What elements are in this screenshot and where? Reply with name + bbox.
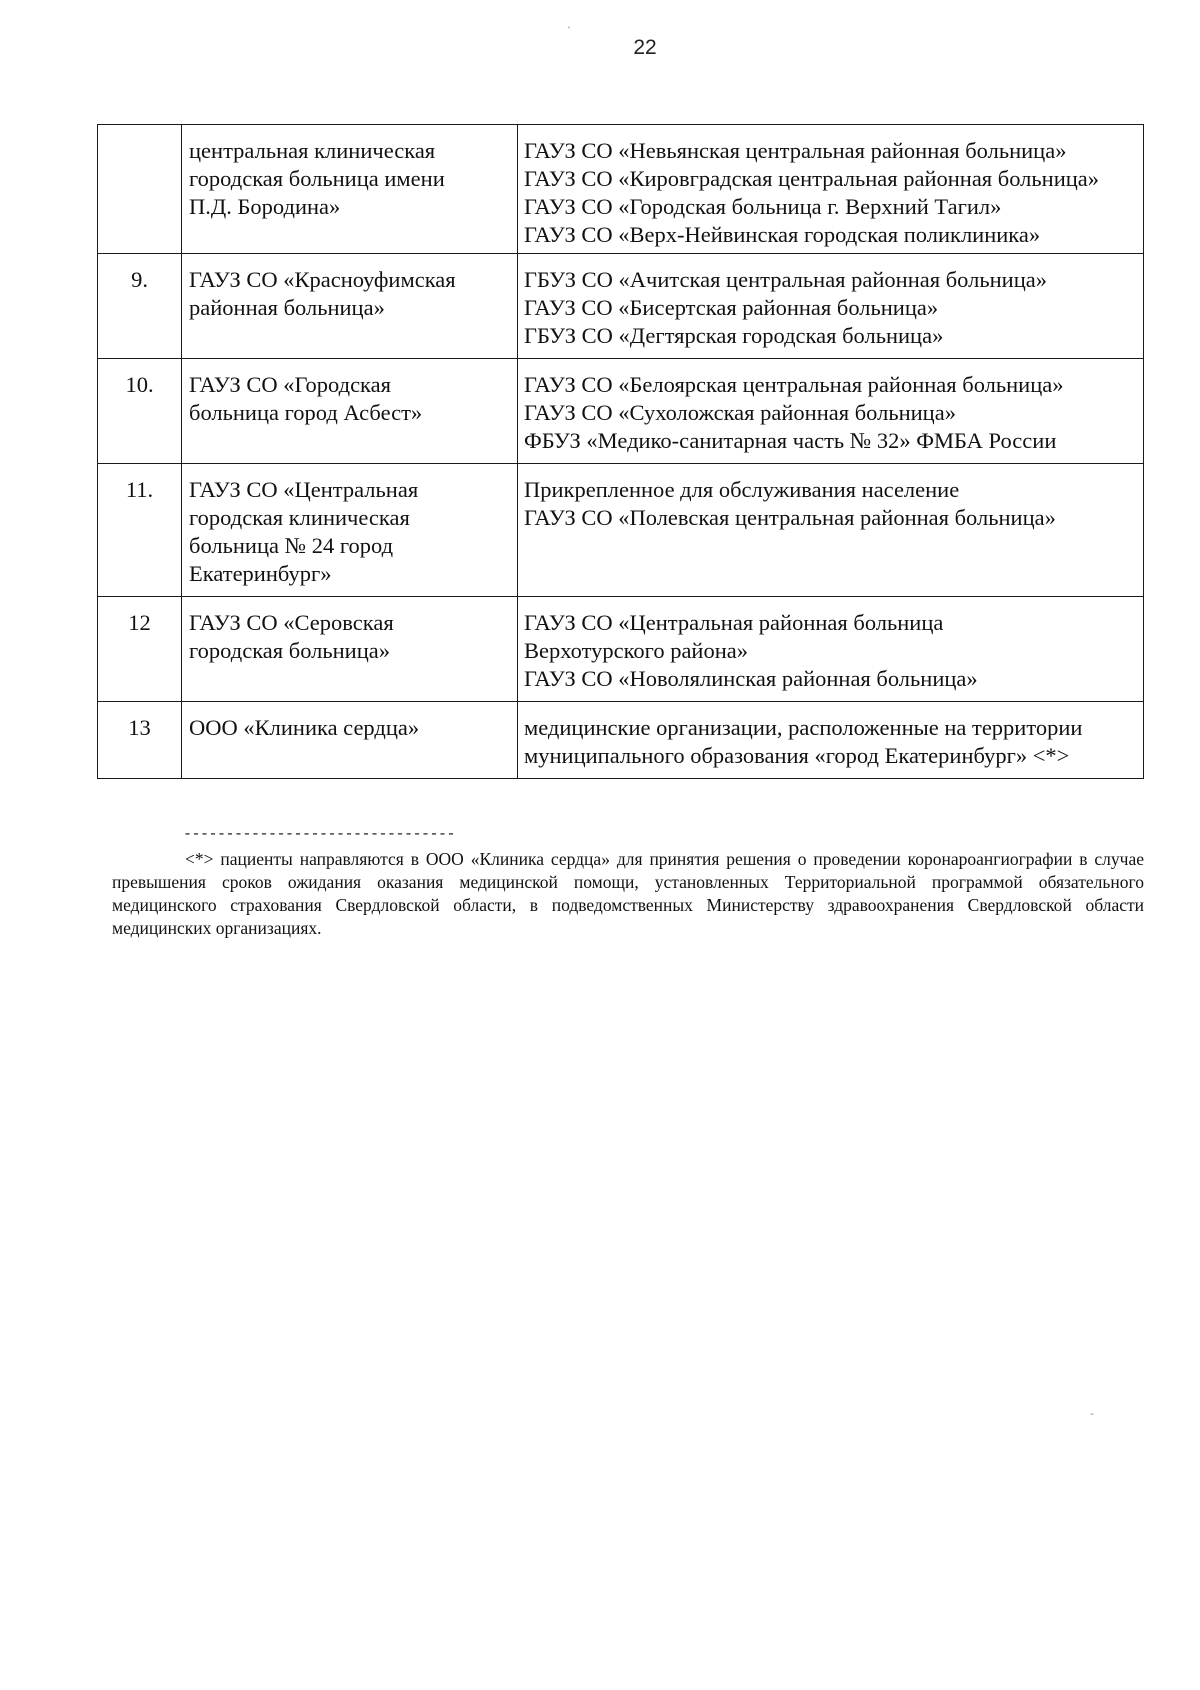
- row-number-cell: 12: [98, 597, 182, 702]
- attached-organizations-cell: [518, 125, 1144, 254]
- attached-organization-line: ГАУЗ СО «Кировградская центральная районная больница»: [524, 166, 1100, 191]
- attached-organization-line: ГАУЗ СО «Белоярская центральная районная больница»: [524, 372, 1064, 397]
- scan-speck: `: [567, 24, 571, 38]
- organization-line: ГАУЗ СО «Серовская: [189, 610, 394, 635]
- table-row: [98, 359, 1144, 464]
- attached-organizations-cell: [518, 464, 1144, 597]
- attached-organization-line: ГАУЗ СО «Бисертская районная больница»: [524, 295, 939, 320]
- organization-line: ООО «Клиника сердца»: [189, 715, 420, 740]
- organization-cell: [182, 702, 518, 779]
- attached-organization-line: ГАУЗ СО «Новолялинская районная больница»: [524, 666, 978, 691]
- organization-cell: [182, 359, 518, 464]
- table-row: [98, 125, 1144, 254]
- organization-line: больница город Асбест»: [189, 400, 423, 425]
- organization-line: П.Д. Бородина»: [189, 194, 341, 219]
- attached-organizations-cell: [518, 359, 1144, 464]
- organization-line: ГАУЗ СО «Красноуфимская: [189, 267, 456, 292]
- page-number: 22: [633, 36, 657, 59]
- attached-organization-line: ФБУЗ «Медико-санитарная часть № 32» ФМБА России: [524, 428, 1057, 453]
- attached-organization-line: Прикрепленное для обслуживания население: [524, 477, 960, 502]
- attached-organization-line: Верхотурского района»: [524, 638, 749, 663]
- attached-organization-line: ГАУЗ СО «Центральная районная больница: [524, 610, 944, 635]
- organization-line: городская клиническая: [189, 505, 410, 530]
- organization-line: Екатеринбург»: [189, 561, 332, 586]
- attached-organizations-cell: [518, 597, 1144, 702]
- attached-organization-line: ГАУЗ СО «Верх-Нейвинская городская поликлиника»: [524, 222, 1041, 247]
- table-row: [98, 254, 1144, 359]
- table-body: [98, 125, 1144, 779]
- attached-organization-line: ГАУЗ СО «Городская больница г. Верхний Тагил»: [524, 194, 1002, 219]
- row-number-cell: 11.: [98, 464, 182, 597]
- organization-cell: [182, 125, 518, 254]
- attached-organizations-cell: [518, 254, 1144, 359]
- attached-organizations-cell: [518, 702, 1144, 779]
- table-row: [98, 464, 1144, 597]
- organization-line: ГАУЗ СО «Центральная: [189, 477, 419, 502]
- row-number-cell: 13: [98, 702, 182, 779]
- row-number-cell: [98, 125, 182, 254]
- scan-speck: -: [1090, 1406, 1094, 1420]
- footnote-separator: --------------------------------: [183, 826, 456, 843]
- organization-line: больница № 24 город: [189, 533, 394, 558]
- attached-organization-line: ГАУЗ СО «Полевская центральная районная больница»: [524, 505, 1056, 530]
- table-row: [98, 597, 1144, 702]
- attached-organization-line: муниципального образования «город Екатеринбург» <*>: [524, 743, 1070, 768]
- organization-line: центральная клиническая: [189, 138, 436, 163]
- attached-organization-line: ГБУЗ СО «Дегтярская городская больница»: [524, 323, 944, 348]
- attached-organization-line: ГБУЗ СО «Ачитская центральная районная больница»: [524, 267, 1047, 292]
- attached-organization-line: ГАУЗ СО «Невьянская центральная районная больница»: [524, 138, 1067, 163]
- organization-line: городская больница»: [189, 638, 391, 663]
- attached-organization-line: медицинские организации, расположенные на территории: [524, 715, 1083, 740]
- organization-cell: [182, 464, 518, 597]
- organization-line: ГАУЗ СО «Городская: [189, 372, 391, 397]
- table-row: [98, 702, 1144, 779]
- organization-cell: [182, 254, 518, 359]
- organization-line: районная больница»: [189, 295, 385, 320]
- organizations-table: [97, 124, 1144, 779]
- organization-cell: [182, 597, 518, 702]
- row-number-cell: 9.: [98, 254, 182, 359]
- organization-line: городская больница имени: [189, 166, 445, 191]
- row-number-cell: 10.: [98, 359, 182, 464]
- attached-organization-line: ГАУЗ СО «Сухоложская районная больница»: [524, 400, 956, 425]
- footnote-text: <*> пациенты направляются в ООО «Клиника сердца» для принятия решения о проведении коронароангиографии в случае превышения сроков ожидания оказания медицинской помощи, установленных Территориальной программой обязательного медицинского страхования Свердловской области, в подведомственных Министерству здравоохранения Свердловской области медицинских организациях.: [112, 849, 1144, 938]
